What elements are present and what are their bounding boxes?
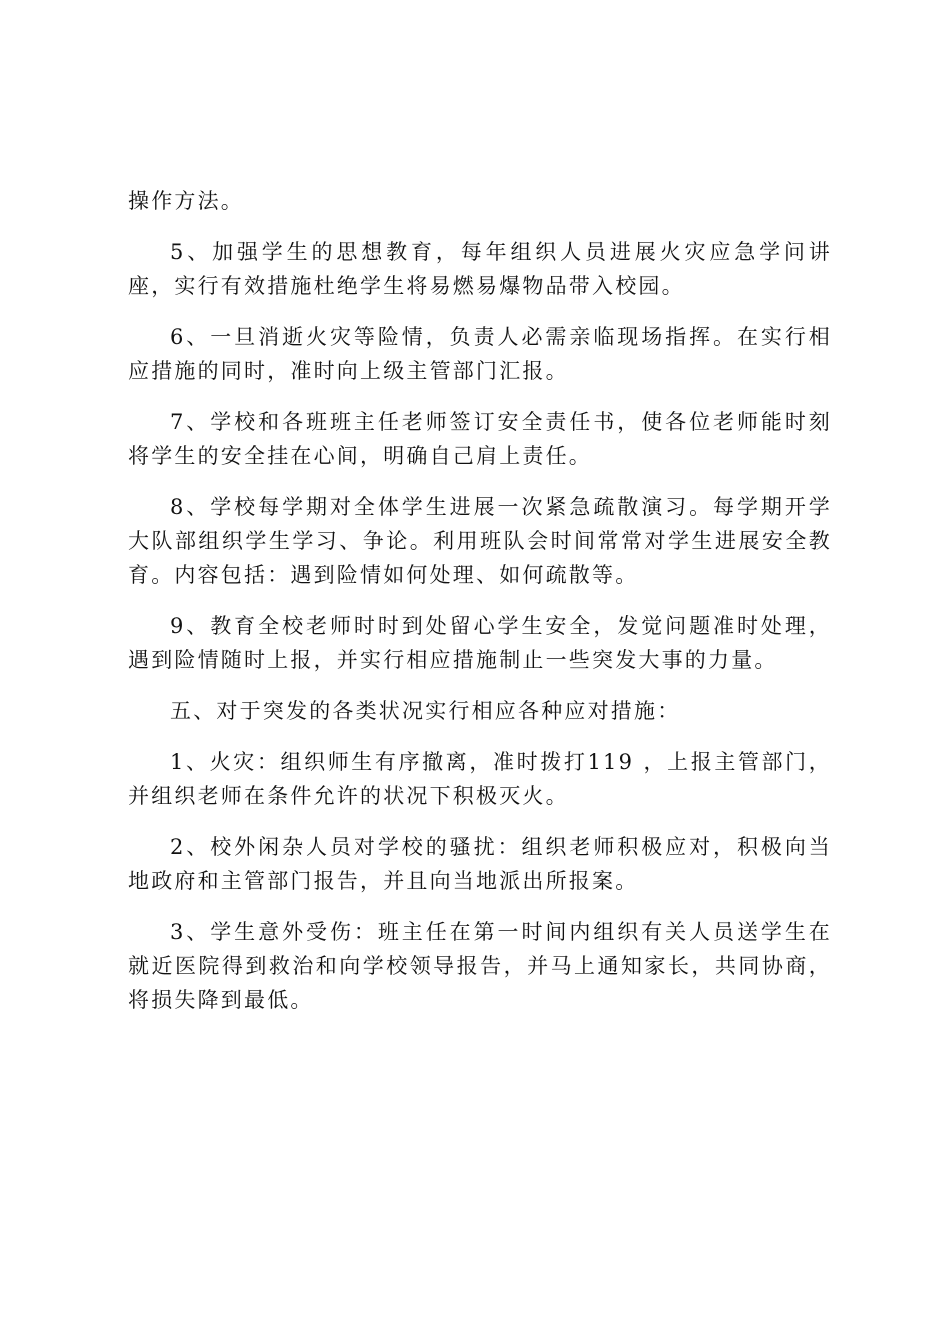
paragraph-2: 6、一旦消逝火灾等险情，负责人必需亲临现场指挥。在实行相应措施的同时，准时向上级主管部门汇报。 (128, 325, 832, 383)
paragraph-9: 3、学生意外受伤：班主任在第一时间内组织有关人员送学生在就近医院得到救治和向学校领导报告，并马上通知家长，共同协商，将损失降到最低。 (128, 920, 832, 1012)
paragraph-0: 操作方法。 (128, 189, 244, 213)
document-body (128, 184, 832, 1034)
paragraph-4: 8、学校每学期对全体学生进展一次紧急疏散演习。每学期开学大队部组织学生学习、争论。利用班队会时间常常对学生进展安全教育。内容包括：遇到险情如何处理、如何疏散等。 (128, 495, 832, 587)
paragraph-7: 1、火灾：组织师生有序撤离，准时拨打119 ，上报主管部门，并组织老师在条件允许的状况下积极灭火。 (128, 750, 832, 808)
paragraph-5: 9、教育全校老师时时到处留心学生安全，发觉问题准时处理，遇到险情随时上报，并实行相应措施制止一些突发大事的力量。 (128, 614, 832, 672)
section-heading: 五、对于突发的各类状况实行相应各种应对措施： (170, 699, 681, 723)
paragraph-1: 5、加强学生的思想教育，每年组织人员进展火灾应急学问讲座，实行有效措施杜绝学生将易燃易爆物品带入校园。 (128, 240, 832, 298)
paragraph-8: 2、校外闲杂人员对学校的骚扰：组织老师积极应对，积极向当地政府和主管部门报告，并且向当地派出所报案。 (128, 835, 832, 893)
paragraph-3: 7、学校和各班班主任老师签订安全责任书，使各位老师能时刻将学生的安全挂在心间，明确自己肩上责任。 (128, 410, 832, 468)
